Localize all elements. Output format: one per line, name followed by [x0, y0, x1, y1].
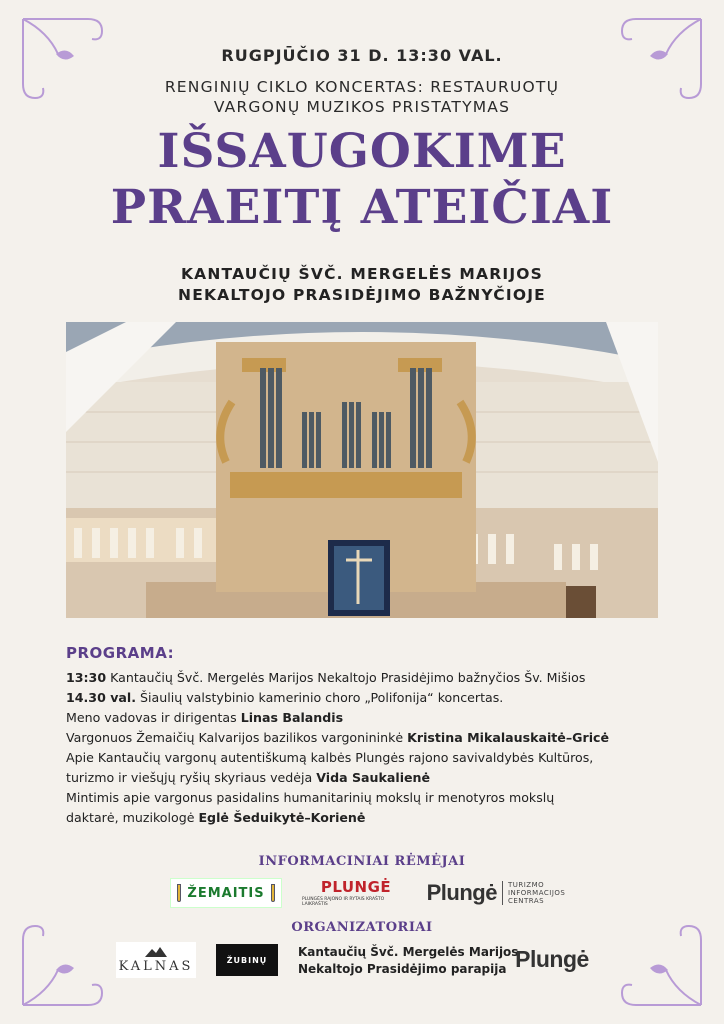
tic-line: INFORMACIJOS: [507, 889, 566, 897]
plunge-wordmark: Plungė: [515, 945, 589, 972]
program-line: [66, 808, 666, 828]
venue-line-1: KANTAUČIŲ ŠVČ. MERGELĖS MARIJOS: [180, 265, 544, 283]
program-line: [66, 668, 666, 688]
event-date: RUGPJŪČIO 31 D. 13:30 VAL.: [221, 46, 503, 65]
performer-name: Linas Balandis: [240, 710, 344, 725]
zubinu-logo-text: ŽUBINŲ: [226, 955, 268, 965]
parish-line-2: Nekaltojo Prasidėjimo parapija: [298, 962, 507, 976]
parish-line-1: Kantaučių Švč. Mergelės Marijos: [298, 945, 519, 959]
program-text: Šiaulių valstybinio kamerinio choro „Polifonija“ koncertas.: [136, 690, 504, 705]
kalnas-logo: [116, 942, 196, 978]
sponsors-heading: INFORMACINIAI RĖMĖJAI: [258, 854, 466, 869]
program-text: Mintimis apie vargonus pasidalins humanitarinių mokslų ir menotyros mokslų: [66, 790, 555, 805]
program-line: [66, 748, 666, 768]
coat-of-arms-icon: [271, 884, 275, 902]
organizers-heading: ORGANIZATORIAI: [291, 920, 433, 935]
performer-name: Kristina Mikalauskaitė–Gricė: [407, 730, 610, 745]
program-line: [66, 688, 666, 708]
plunge-newspaper-subtitle: PLUNGĖS RAJONO IR RYTAIS KRAŠTO LAIKRAŠTIS: [302, 896, 385, 907]
title-line-2: PRAEITĮ ATEIČIAI: [110, 180, 614, 235]
plunge-wordmark: Plungė: [426, 880, 497, 905]
venue-line-2: NEKALTOJO PRASIDĖJIMO BAŽNYČIOJE: [178, 286, 546, 304]
program-text: Vargonuos Žemaičių Kalvarijos bazilikos vargonininkė: [66, 730, 408, 745]
program-text: Kantaučių Švč. Mergelės Marijos Nekaltojo Prasidėjimo bažnyčios Šv. Mišios: [106, 670, 586, 685]
program-line: [66, 768, 666, 788]
program-text: Meno vadovas ir dirigentas: [66, 710, 241, 725]
program-section: [66, 644, 666, 828]
plunge-newspaper-title: PLUNGĖ: [320, 877, 392, 896]
program-heading: PROGRAMA:: [66, 644, 175, 662]
zubinu-logo: [216, 944, 278, 976]
event-subtitle: [0, 77, 724, 117]
tic-text: [508, 881, 565, 905]
mountain-icon: [145, 947, 167, 957]
parish-organizer: [298, 944, 518, 978]
event-title: [0, 124, 724, 236]
zemaitis-logo-text: ŽEMAITIS: [187, 885, 265, 901]
zemaitis-logo: [170, 878, 282, 908]
corner-ornament-bottom-left: [18, 900, 128, 1010]
church-organ-photo: [66, 322, 658, 618]
plunge-tic-logo: [426, 878, 566, 908]
coat-of-arms-icon: [177, 884, 181, 902]
kalnas-logo-text: KALNAS: [118, 958, 194, 974]
speaker-name: Vida Saukalienė: [316, 770, 431, 785]
speaker-name: Eglė Šeduikytė–Korienė: [198, 810, 366, 825]
program-line: [66, 708, 666, 728]
program-line: [66, 788, 666, 808]
corner-ornament-bottom-right: [596, 900, 706, 1010]
plunge-newspaper-logo: [302, 876, 410, 908]
tic-line: CENTRAS: [507, 897, 545, 905]
program-time: 14.30 val.: [66, 690, 137, 705]
program-text: turizmo ir viešųjų ryšių skyriaus vedėja: [66, 770, 317, 785]
subtitle-line-1: RENGINIŲ CIKLO KONCERTAS: RESTAURUOTŲ: [164, 78, 560, 96]
program-text: Apie Kantaučių vargonų autentiškumą kalbės Plungės rajono savivaldybės Kultūros,: [66, 750, 594, 765]
title-line-1: IŠSAUGOKIME: [157, 124, 567, 179]
event-venue: [0, 264, 724, 306]
tic-line: TURIZMO: [507, 881, 545, 889]
program-time: 13:30: [66, 670, 107, 685]
plunge-municipality-logo: [512, 944, 592, 974]
program-text: daktarė, muzikologė: [66, 810, 199, 825]
logo-divider: [502, 881, 503, 905]
program-line: [66, 728, 666, 748]
subtitle-line-2: VARGONŲ MUZIKOS PRISTATYMAS: [213, 98, 511, 116]
